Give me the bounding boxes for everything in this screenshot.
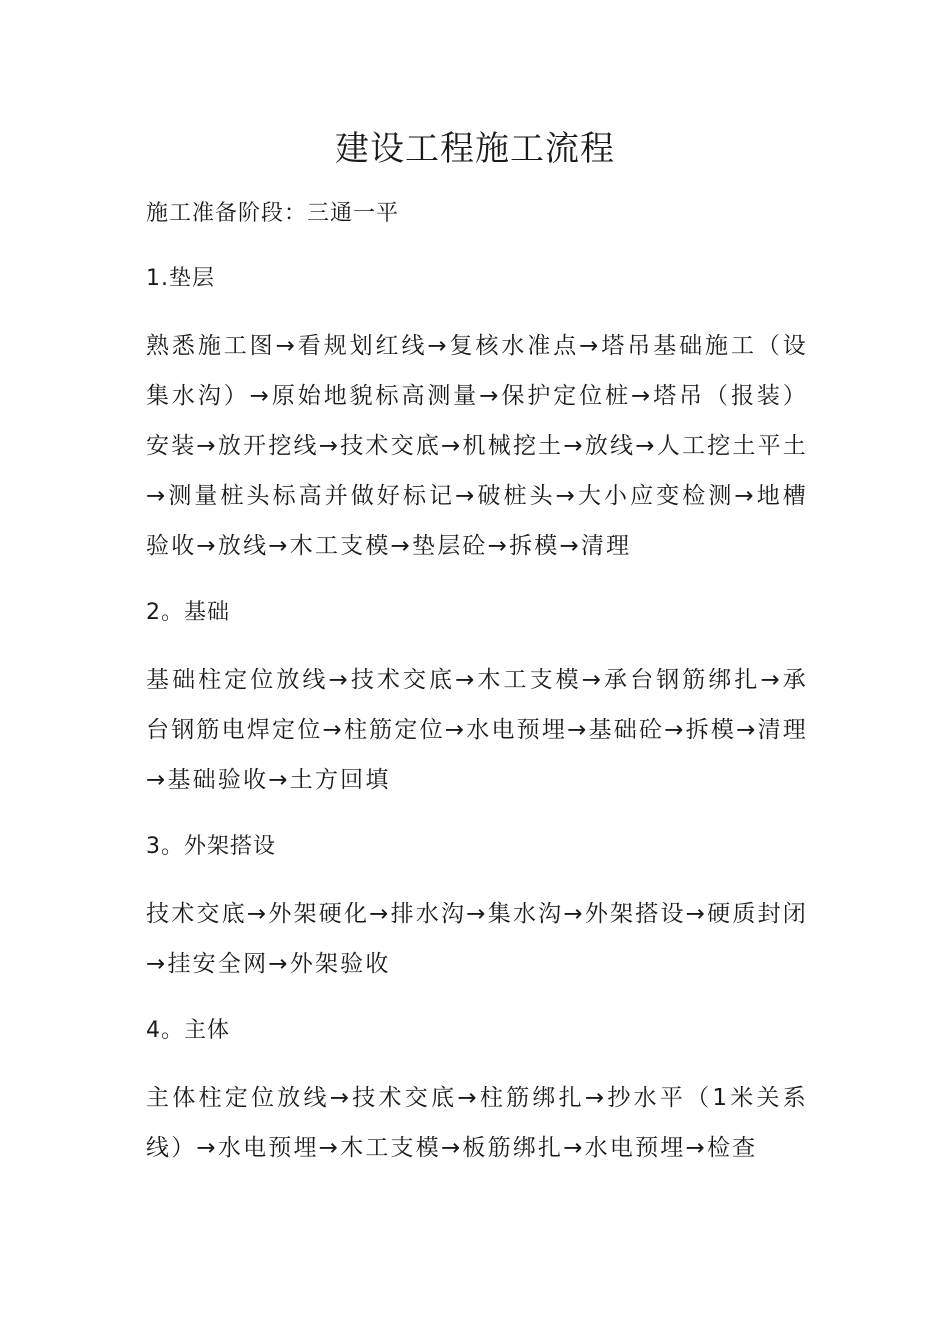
section-heading-foundation: 2。基础 bbox=[146, 600, 230, 625]
preparation-stage-line: 施工准备阶段：三通一平 bbox=[146, 201, 400, 226]
section-body-scaffolding: 技术交底→外架硬化→排水沟→集水沟→外架搭设→硬质封闭→挂安全网→外架验收 bbox=[146, 901, 808, 977]
section-body-foundation: 基础柱定位放线→技术交底→木工支模→承台钢筋绑扎→承台钢筋电焊定位→柱筋定位→水电预埋→基础砼→拆模→清理→基础验收→土方回填 bbox=[146, 667, 808, 793]
section-heading-cushion: 1.垫层 bbox=[146, 266, 215, 291]
section-heading-scaffolding: 3。外架搭设 bbox=[146, 834, 276, 859]
section-body-main-structure: 主体柱定位放线→技术交底→柱筋绑扎→抄水平（1米关系线）→水电预埋→木工支模→板筋绑扎→水电预埋→检查 bbox=[146, 1085, 808, 1161]
section-heading-main-structure: 4。主体 bbox=[146, 1018, 230, 1043]
document-title: 建设工程施工流程 bbox=[335, 129, 615, 169]
section-body-cushion: 熟悉施工图→看规划红线→复核水准点→塔吊基础施工（设集水沟）→原始地貌标高测量→保护定位桩→塔吊（报装）安装→放开挖线→技术交底→机械挖土→放线→人工挖土平土→测量桩头标高并做好标记→破桩头→大小应变检测→地槽验收→放线→木工支模→垫层砼→拆模→清理 bbox=[146, 333, 808, 559]
document-content bbox=[146, 194, 808, 1195]
